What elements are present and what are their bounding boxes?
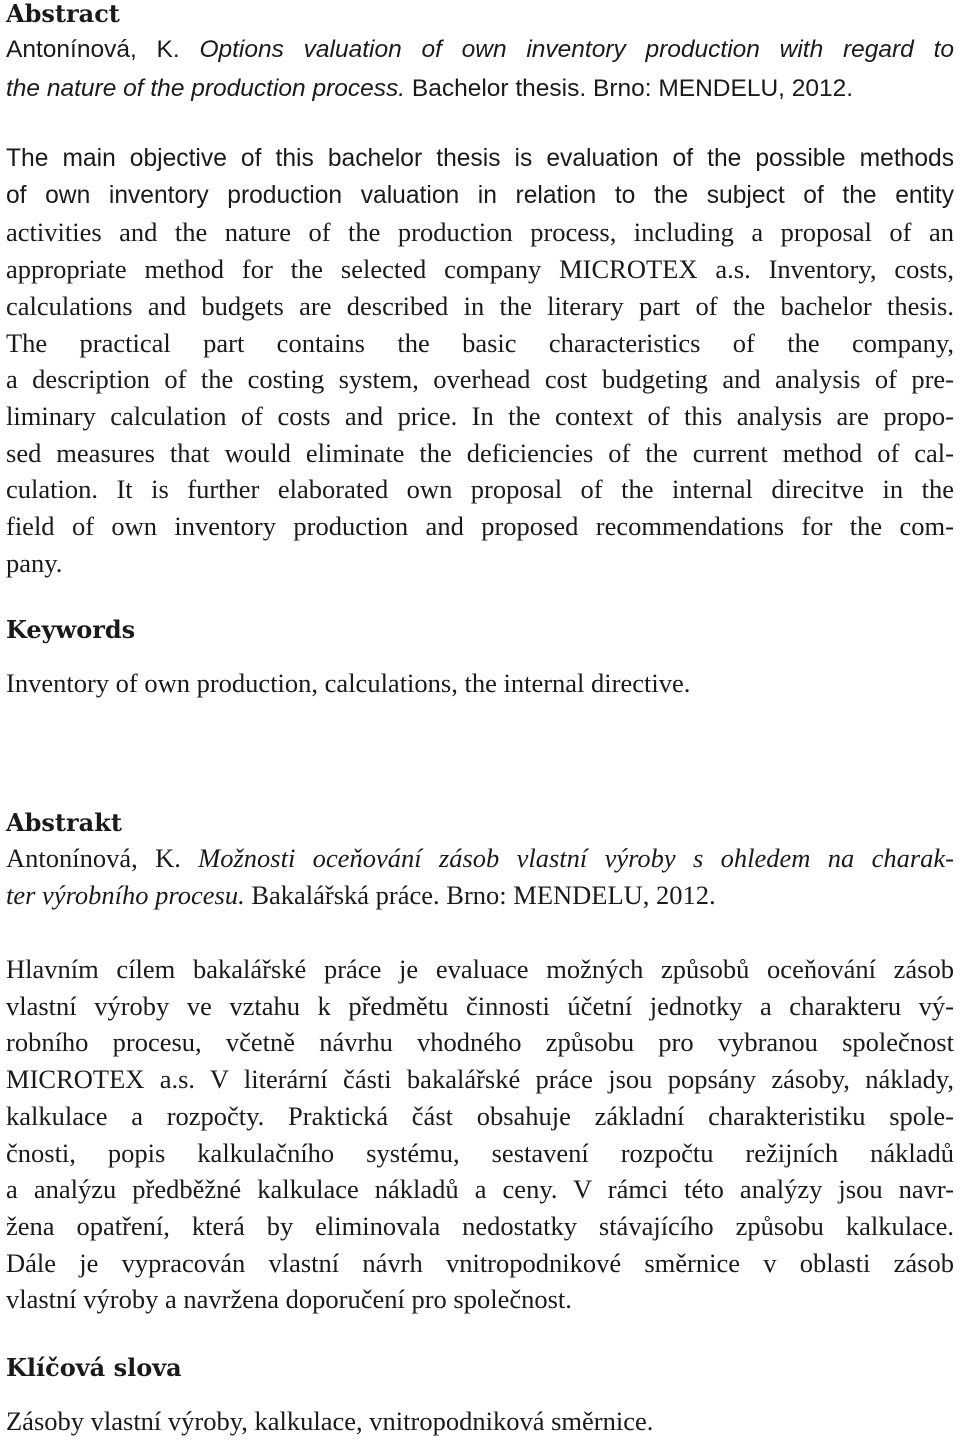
abstract-body-line: appropriate method for the selected company MICROTEX a.s. Inventory, costs, <box>6 254 954 285</box>
keywords-heading: Keywords <box>6 615 136 644</box>
abstract-body-line: The main objective of this bachelor thesis is evaluation of the possible methods <box>6 145 954 172</box>
abstrakt-citation-line-2 <box>6 877 954 914</box>
abstract-body-line: a description of the costing system, overhead cost budgeting and analysis of pre- <box>6 364 954 395</box>
citation-title-cont: ter výrobního procesu. <box>6 879 245 910</box>
abstrakt-body-line: a analýzu předběžné kalkulace nákladů a ceny. V rámci této analýzy jsou navr- <box>6 1174 954 1205</box>
abstrakt-body-line: vlastní výroby ve vztahu k předmětu činnosti účetní jednotky a charakteru vý- <box>6 990 954 1021</box>
abstract-body-line: calculations and budgets are described in the literary part of the bachelor thesis. <box>6 290 954 321</box>
abstract-body-line: sed measures that would eliminate the deficiencies of the current method of cal- <box>6 437 954 468</box>
keywords-text: Inventory of own production, calculations, the internal directive. <box>6 668 691 698</box>
abstract-body-line: liminary calculation of costs and price. In the context of this analysis are propo- <box>6 400 954 431</box>
citation-title: Možnosti oceňování zásob vlastní výroby s ohledem na charak- <box>198 843 954 873</box>
abstrakt-citation-line-1 <box>6 840 954 877</box>
citation-rest: Bakalářská práce. Brno: MENDELU, 2012. <box>244 879 716 910</box>
abstract-body-line: field of own inventory production and proposed recommendations for the com- <box>6 511 954 542</box>
abstract-citation-line-1 <box>6 30 954 69</box>
citation-author: Antonínová, K. <box>6 36 200 63</box>
abstrakt-body-line: žena opatření, která by eliminovala nedostatky stávajícího způsobu kalkulace. <box>6 1210 954 1241</box>
abstract-body-line: activities and the nature of the production process, including a proposal of an <box>6 217 954 248</box>
abstract-heading: Abstract <box>6 0 120 28</box>
citation-title-cont: the nature of the production process. <box>6 74 406 102</box>
abstract-body-line: culation. It is further elaborated own proposal of the internal direcitve in the <box>6 474 954 505</box>
abstrakt-body-line: Hlavním cílem bakalářské práce je evaluace možných způsobů oceňování zásob <box>6 954 954 984</box>
abstrakt-body <box>6 951 954 1318</box>
abstrakt-heading: Abstrakt <box>6 808 122 837</box>
abstrakt-body-line: kalkulace a rozpočty. Praktická část obsahuje základní charakteristiku spole- <box>6 1100 954 1131</box>
abstrakt-body-line: Dále je vypracován vlastní návrh vnitropodnikové směrnice v oblasti zásob <box>6 1247 954 1278</box>
abstrakt-body-line: MICROTEX a.s. V literární části bakalářské práce jsou popsány zásoby, náklady, <box>6 1064 954 1095</box>
klicova-slova-text: Zásoby vlastní výroby, kalkulace, vnitropodniková směrnice. <box>6 1406 654 1436</box>
abstrakt-body-line: čnosti, popis kalkulačního systému, sestavení rozpočtu režijních nákladů <box>6 1137 954 1168</box>
abstract-citation-line-2 <box>6 69 954 108</box>
abstrakt-citation <box>6 840 954 913</box>
abstract-body-line: The practical part contains the basic characteristics of the company, <box>6 327 954 358</box>
citation-rest: Bachelor thesis. Brno: MENDELU, 2012. <box>405 74 854 102</box>
citation-title: Options valuation of own inventory production with regard to <box>199 36 954 63</box>
abstrakt-body-line: vlastní výroby a navržena doporučení pro společnost. <box>6 1284 572 1315</box>
abstract-body-line: pany. <box>6 547 63 578</box>
abstract-body <box>6 141 954 581</box>
abstract-citation <box>6 30 954 107</box>
abstrakt-body-line: robního procesu, včetně návrhu vhodného způsobu pro vybranou společnost <box>6 1027 954 1058</box>
klicova-slova-heading: Klíčová slova <box>6 1353 182 1382</box>
citation-author: Antonínová, K. <box>6 843 199 873</box>
abstract-body-line: of own inventory production valuation in relation to the subject of the entity <box>6 181 954 209</box>
